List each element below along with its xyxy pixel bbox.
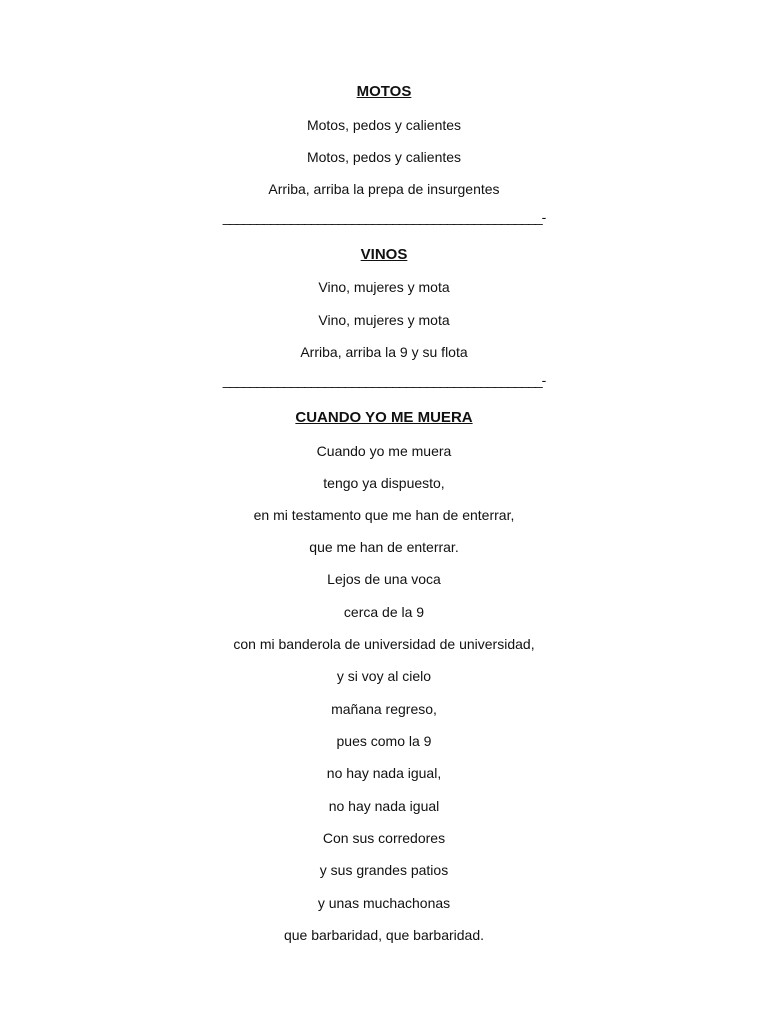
- verse-line: cerca de la 9: [343, 604, 425, 620]
- verse-line: y unas muchachonas: [317, 895, 451, 911]
- verse-line: no hay nada igual: [328, 798, 440, 814]
- verse-line: pues como la 9: [336, 733, 432, 749]
- verse-line: y si voy al cielo: [336, 668, 432, 684]
- verse-line: Cuando yo me muera: [316, 443, 452, 459]
- verse-line: Motos, pedos y calientes: [306, 117, 462, 133]
- verse-line: Arriba, arriba la prepa de insurgentes: [268, 181, 500, 197]
- verse-line: Vino, mujeres y mota: [318, 312, 450, 328]
- verse-line: Con sus corredores: [322, 830, 446, 846]
- section-separator: _______________________________________________-: [222, 209, 546, 225]
- verse-line: que barbaridad, que barbaridad.: [283, 927, 485, 943]
- verse-line: con mi banderola de universidad de universidad,: [233, 636, 535, 652]
- verse-line: mañana regreso,: [331, 701, 437, 717]
- verse-line: tengo ya dispuesto,: [323, 475, 445, 491]
- section-title-cuando-yo-me-muera: CUANDO YO ME MUERA: [295, 409, 473, 426]
- verse-line: Lejos de una voca: [327, 571, 441, 587]
- section-title-motos: MOTOS: [356, 83, 412, 100]
- section-separator: _______________________________________________-: [222, 372, 546, 388]
- verse-line: y sus grandes patios: [319, 862, 449, 878]
- verse-line: que me han de enterrar.: [309, 539, 459, 555]
- verse-line: Vino, mujeres y mota: [318, 279, 450, 295]
- verse-line: Arriba, arriba la 9 y su flota: [300, 344, 468, 360]
- section-title-vinos: VINOS: [360, 246, 408, 263]
- verse-line: Motos, pedos y calientes: [306, 149, 462, 165]
- verse-line: en mi testamento que me han de enterrar,: [253, 507, 515, 523]
- verse-line: no hay nada igual,: [326, 765, 442, 781]
